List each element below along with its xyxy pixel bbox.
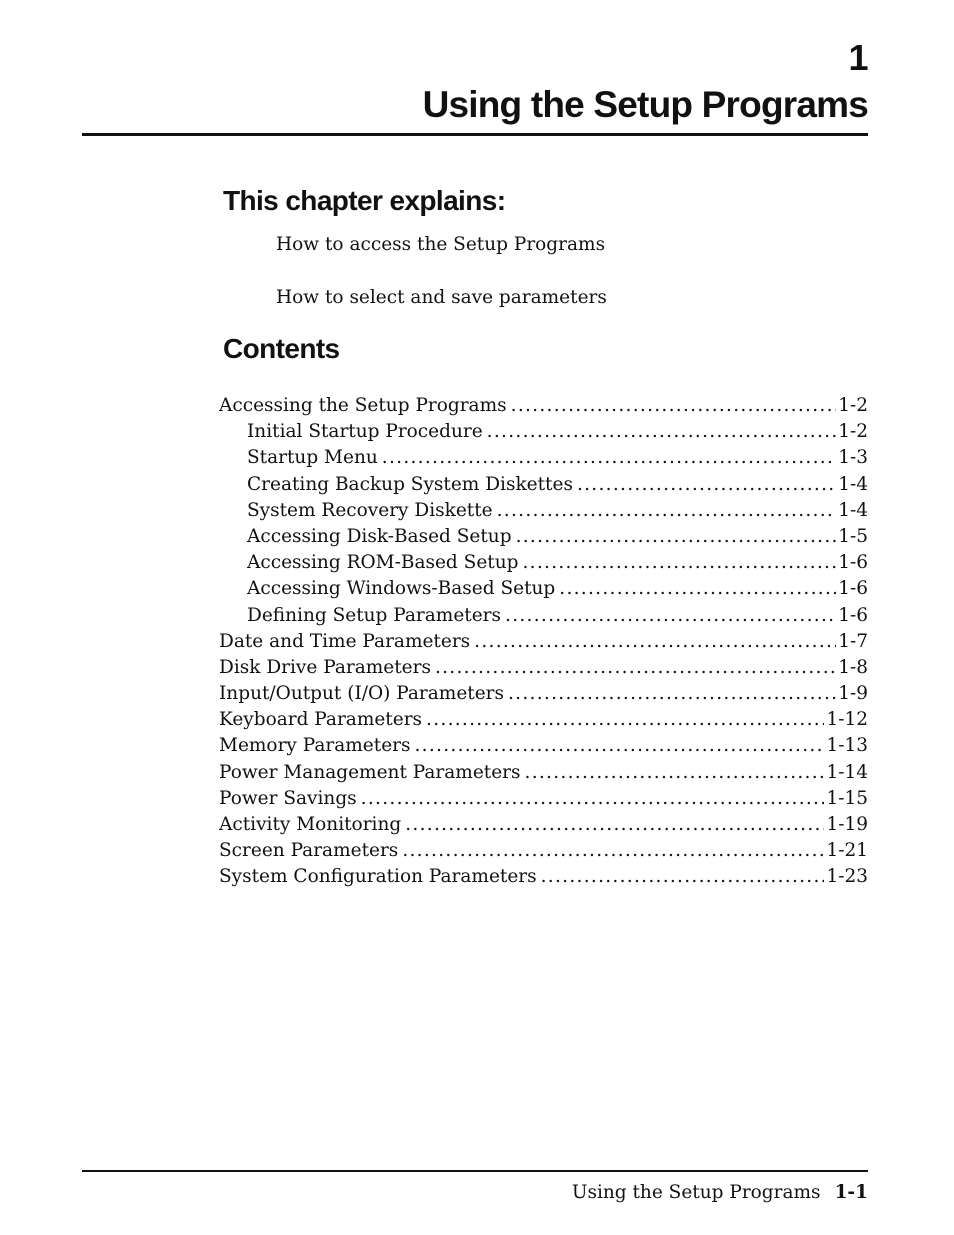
toc-entry-title: Accessing Disk-Based Setup	[247, 525, 512, 547]
toc-entry[interactable]	[219, 576, 868, 602]
explains-item: How to access the Setup Programs	[276, 234, 606, 255]
toc-entry-title: Activity Monitoring	[219, 814, 402, 835]
page-number: 1-1	[834, 1182, 868, 1203]
toc-dot-leader	[508, 681, 836, 707]
toc-entry-page: 1-14	[826, 761, 868, 783]
toc-entry[interactable]	[219, 445, 868, 471]
toc-entry-title: Defining Setup Parameters	[247, 604, 502, 626]
toc-entry[interactable]	[219, 498, 868, 524]
toc-entry-title: Power Management Parameters	[219, 761, 521, 783]
toc-entry-page: 1-6	[838, 604, 868, 626]
toc-entry-page: 1-3	[838, 447, 868, 469]
toc-entry-page: 1-5	[838, 525, 868, 547]
chapter-number: 1	[848, 37, 868, 78]
contents-heading: Contents	[223, 333, 340, 364]
toc-entry[interactable]	[219, 838, 868, 864]
toc-dot-leader	[405, 812, 824, 838]
toc-entry-title: Keyboard Parameters	[219, 709, 423, 731]
toc-entry[interactable]	[219, 393, 868, 419]
toc-entry[interactable]	[219, 419, 868, 445]
toc-entry-page: 1-21	[826, 840, 868, 862]
toc-entry-title: Input/Output (I/O) Parameters	[219, 683, 504, 705]
toc-dot-leader	[414, 733, 824, 759]
toc-dot-leader	[487, 419, 837, 445]
toc-dot-leader	[577, 472, 836, 498]
toc-entry[interactable]	[219, 681, 868, 707]
toc-entry-page: 1-2	[838, 395, 868, 416]
toc-entry-page: 1-6	[838, 578, 868, 600]
toc-dot-leader	[497, 498, 837, 524]
toc-dot-leader	[382, 445, 836, 471]
explains-heading: This chapter explains:	[223, 185, 506, 216]
toc-entry-title: Memory Parameters	[219, 735, 411, 757]
page-footer	[572, 1180, 868, 1206]
toc-entry[interactable]	[219, 655, 868, 681]
toc-entry[interactable]	[219, 812, 868, 838]
toc-dot-leader	[361, 786, 825, 812]
toc-dot-leader	[516, 524, 837, 550]
toc-entry-title: System Configuration Parameters	[219, 866, 537, 888]
toc-entry-page: 1-19	[826, 814, 868, 835]
toc-entry[interactable]	[219, 603, 868, 629]
toc-entry-page: 1-4	[838, 473, 868, 495]
toc-entry-title: Startup Menu	[247, 447, 378, 469]
toc-dot-leader	[474, 629, 836, 655]
toc-dot-leader	[511, 393, 837, 419]
toc-entry[interactable]	[219, 550, 868, 576]
toc-dot-leader	[525, 760, 825, 786]
toc-entry-title: Power Savings	[219, 787, 357, 809]
toc-entry[interactable]	[219, 629, 868, 655]
chapter-title: Using the Setup Programs	[422, 84, 868, 125]
toc-entry[interactable]	[219, 524, 868, 550]
toc-entry-page: 1-9	[838, 683, 868, 705]
toc-entry-title: System Recovery Diskette	[247, 499, 493, 521]
header-divider	[82, 133, 868, 136]
toc-dot-leader	[402, 838, 824, 864]
toc-entry-title: Screen Parameters	[219, 840, 399, 862]
table-of-contents	[219, 393, 868, 891]
toc-entry-page: 1-7	[838, 630, 868, 652]
toc-dot-leader	[559, 576, 836, 602]
toc-entry-title: Creating Backup System Diskettes	[247, 473, 573, 495]
toc-entry-page: 1-4	[838, 499, 868, 521]
toc-dot-leader	[505, 603, 836, 629]
explains-item: How to select and save parameters	[276, 287, 607, 308]
footer-title: Using the Setup Programs	[571, 1182, 821, 1203]
toc-entry[interactable]	[219, 733, 868, 759]
toc-dot-leader	[541, 864, 825, 890]
toc-entry-page: 1-6	[838, 552, 868, 574]
toc-entry-page: 1-13	[826, 735, 868, 757]
toc-entry-page: 1-2	[838, 421, 868, 443]
toc-dot-leader	[426, 707, 824, 733]
toc-entry-title: Accessing ROM-Based Setup	[247, 552, 519, 574]
toc-entry[interactable]	[219, 707, 868, 733]
toc-entry[interactable]	[219, 864, 868, 890]
toc-entry-page: 1-8	[838, 656, 868, 678]
toc-entry-title: Accessing Windows-Based Setup	[247, 578, 556, 600]
toc-entry[interactable]	[219, 786, 868, 812]
toc-entry-title: Initial Startup Procedure	[247, 421, 483, 443]
toc-dot-leader	[435, 655, 836, 681]
toc-entry-title: Date and Time Parameters	[219, 630, 471, 652]
toc-entry-title: Accessing the Setup Programs	[219, 395, 507, 416]
toc-entry[interactable]	[219, 472, 868, 498]
toc-entry-page: 1-23	[826, 866, 868, 888]
toc-entry[interactable]	[219, 760, 868, 786]
toc-dot-leader	[522, 550, 836, 576]
toc-entry-page: 1-15	[826, 787, 868, 809]
toc-entry-page: 1-12	[826, 709, 868, 731]
footer-divider	[82, 1170, 868, 1172]
toc-entry-title: Disk Drive Parameters	[219, 656, 431, 678]
